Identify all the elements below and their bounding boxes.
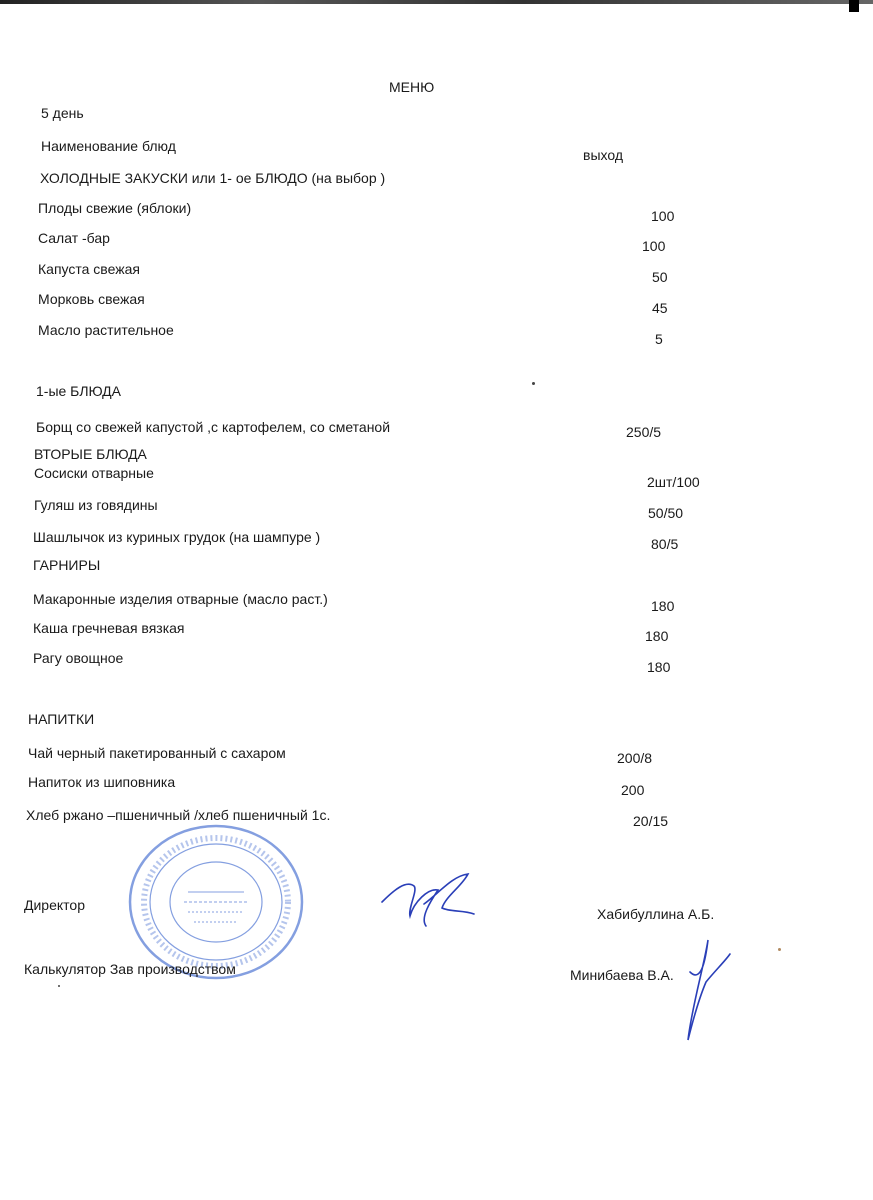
section-heading-first: 1-ые БЛЮДА — [36, 383, 121, 399]
official-stamp — [126, 822, 306, 982]
menu-item-name: Каша гречневая вязкая — [33, 620, 185, 636]
scan-mark — [849, 0, 859, 12]
calculator-name: Минибаева В.А. — [570, 967, 674, 983]
menu-item-name: Капуста свежая — [38, 261, 140, 277]
calculator-signature — [680, 936, 734, 1046]
scan-border — [0, 0, 873, 4]
menu-item-qty: 20/15 — [633, 813, 669, 829]
menu-item-qty: 180 — [651, 598, 675, 614]
menu-item-qty: 2шт/100 — [647, 474, 700, 490]
scan-speck — [58, 985, 60, 987]
day-label: 5 день — [41, 105, 84, 121]
menu-item-name: Борщ со свежей капустой ,с картофелем, со сметаной — [36, 419, 391, 435]
menu-item-name: Плоды свежие (яблоки) — [38, 200, 192, 216]
column-header-output: выход — [583, 147, 623, 163]
section-heading-drinks: НАПИТКИ — [28, 711, 95, 727]
menu-item-qty: 80/5 — [651, 536, 679, 552]
menu-item-name: Салат -бар — [38, 230, 110, 246]
menu-item-name: Рагу овощное — [33, 650, 124, 666]
menu-item-qty: 100 — [651, 208, 675, 224]
menu-item-name: Сосиски отварные — [34, 465, 154, 481]
menu-item-name: Шашлычок из куриных грудок (на шампуре ) — [33, 529, 321, 545]
scan-speck — [532, 382, 535, 385]
director-label: Директор — [24, 897, 85, 913]
menu-item-name: Напиток из шиповника — [28, 774, 176, 790]
menu-item-name: Макаронные изделия отварные (масло раст.) — [33, 591, 328, 607]
director-name: Хабибуллина А.Б. — [597, 906, 715, 922]
menu-item-qty: 100 — [642, 238, 666, 254]
menu-item-qty: 180 — [647, 659, 671, 675]
menu-item-qty: 200/8 — [617, 750, 653, 766]
menu-item-name: Чай черный пакетированный с сахаром — [28, 745, 286, 761]
menu-item-qty: 45 — [652, 300, 668, 316]
document-title: МЕНЮ — [389, 79, 435, 95]
menu-item-name: Гуляш из говядины — [34, 497, 158, 513]
section-heading-garnish: ГАРНИРЫ — [33, 557, 101, 573]
menu-item-name: Масло растительное — [38, 322, 174, 338]
column-header-name: Наименование блюд — [41, 138, 176, 154]
menu-item-name: Хлеб ржано –пшеничный /хлеб пшеничный 1с. — [26, 807, 331, 823]
scan-speck — [778, 948, 781, 951]
calculator-label: Калькулятор Зав производством — [24, 961, 236, 977]
menu-item-name: Морковь свежая — [38, 291, 145, 307]
director-signature — [380, 868, 476, 932]
menu-item-qty: 50 — [652, 269, 668, 285]
menu-item-qty: 50/50 — [648, 505, 684, 521]
menu-item-qty: 5 — [655, 331, 663, 347]
section-heading-second: ВТОРЫЕ БЛЮДА — [34, 446, 147, 462]
section-heading-cold: ХОЛОДНЫЕ ЗАКУСКИ или 1- ое БЛЮДО (на выбор ) — [40, 170, 386, 186]
menu-item-qty: 200 — [621, 782, 645, 798]
menu-item-qty: 250/5 — [626, 424, 662, 440]
menu-item-qty: 180 — [645, 628, 669, 644]
